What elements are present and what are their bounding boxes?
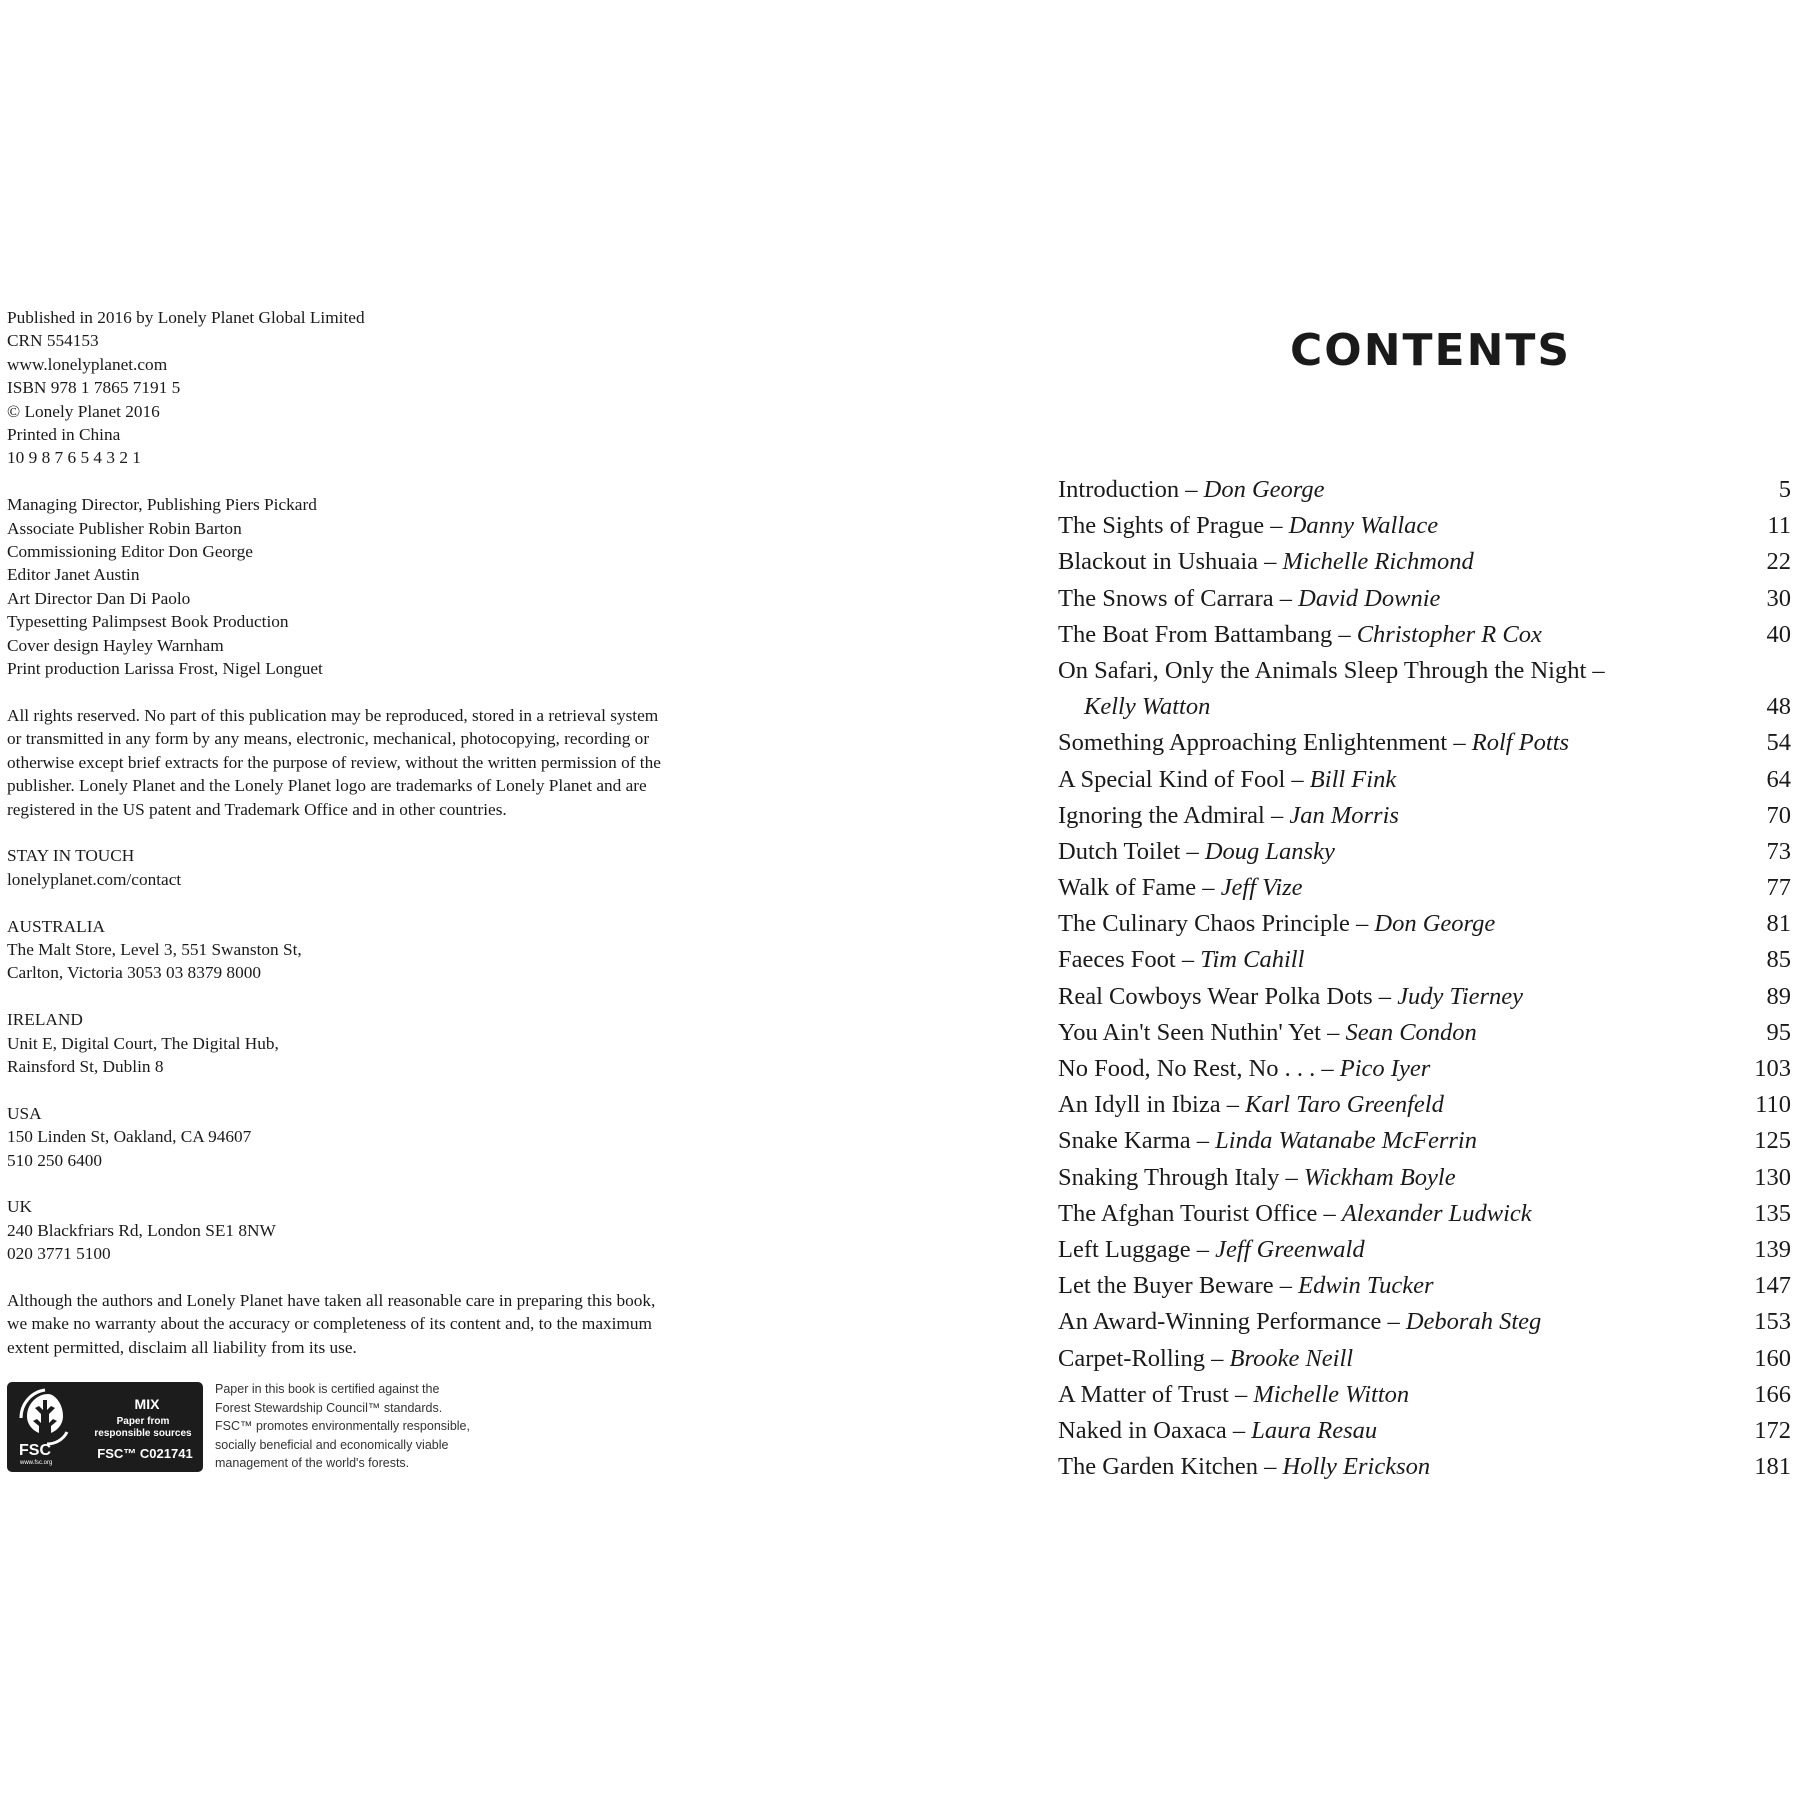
toc-title-group (1058, 725, 1569, 761)
fsc-license-code: FSC™ C021741 (97, 1446, 193, 1461)
toc-page-number: 77 (1766, 874, 1791, 902)
imprint-block (7, 1102, 767, 1172)
toc-page-number: 70 (1766, 801, 1791, 829)
toc-title: Something Approaching Enlightenment – (1058, 729, 1472, 757)
toc-author: Holly Erickson (1282, 1453, 1431, 1481)
toc-entry[interactable] (1058, 1196, 1791, 1232)
toc-title-group (1058, 508, 1438, 544)
toc-row (1058, 544, 1791, 580)
toc-title: Left Luggage – (1058, 1235, 1216, 1263)
fsc-wordmark: FSC (19, 1442, 51, 1459)
fsc-logo-badge (7, 1382, 203, 1472)
toc-row (1058, 834, 1791, 870)
toc-row (1058, 942, 1791, 978)
toc-row (1058, 1123, 1791, 1159)
toc-entry[interactable] (1058, 472, 1791, 508)
imprint-block (7, 844, 767, 891)
toc-title-group (1058, 1413, 1377, 1449)
toc-title: Ignoring the Admiral – (1058, 801, 1290, 829)
toc-author: Rolf Potts (1471, 729, 1570, 757)
toc-author: Edwin Tucker (1298, 1272, 1434, 1300)
toc-author: Jan Morris (1289, 801, 1399, 829)
toc-author: Sean Condon (1345, 1018, 1477, 1046)
toc-page-number: 160 (1754, 1344, 1791, 1372)
imprint-line: Unit E, Digital Court, The Digital Hub, (7, 1033, 279, 1053)
toc-entry[interactable] (1058, 762, 1791, 798)
imprint-line: UK (7, 1197, 32, 1217)
toc-title-group (1058, 798, 1399, 834)
toc-page-number: 103 (1754, 1055, 1791, 1082)
toc-entry[interactable] (1058, 870, 1791, 906)
toc-author: Laura Resau (1251, 1416, 1378, 1444)
toc-entry[interactable] (1058, 725, 1791, 761)
toc-page-number: 81 (1766, 910, 1791, 938)
imprint-line: Cover design Hayley Warnham (7, 635, 224, 655)
toc-entry[interactable] (1058, 906, 1791, 942)
toc-page-number: 130 (1754, 1163, 1791, 1191)
toc-page-number: 172 (1754, 1416, 1791, 1444)
toc-title-group (1058, 1051, 1430, 1087)
imprint-line: Printed in China (7, 425, 121, 445)
toc-title: An Idyll in Ibiza – (1058, 1091, 1246, 1119)
toc-row (1058, 1304, 1791, 1340)
fsc-paper-label (87, 1416, 199, 1440)
toc-entry[interactable] (1058, 1341, 1791, 1377)
toc-title-group (1058, 979, 1523, 1015)
imprint-line: STAY IN TOUCH (7, 846, 135, 866)
toc-title-group (1058, 942, 1304, 978)
toc-page-number: 5 (1778, 476, 1791, 503)
toc-author: Don George (1374, 910, 1496, 938)
toc-title-group (1058, 1160, 1456, 1196)
toc-page-number: 89 (1766, 982, 1791, 1010)
toc-title: Snake Karma – (1058, 1127, 1216, 1155)
toc-entry[interactable] (1058, 1377, 1791, 1413)
toc-page-number: 95 (1766, 1018, 1791, 1046)
toc-author: Jeff Greenwald (1215, 1235, 1365, 1263)
toc-row (1058, 1196, 1791, 1232)
toc-row (1058, 1051, 1791, 1087)
imprint-block (7, 1008, 767, 1078)
toc-author: David Downie (1298, 584, 1441, 612)
imprint-page (7, 306, 767, 1383)
toc-entry[interactable] (1058, 508, 1791, 544)
toc-author: Jeff Vize (1220, 874, 1303, 902)
toc-page-number: 64 (1766, 765, 1791, 793)
imprint-line: The Malt Store, Level 3, 551 Swanston St, (7, 939, 302, 959)
toc-row (1058, 1413, 1791, 1449)
toc-title-group (1058, 1449, 1430, 1485)
toc-entry[interactable] (1058, 653, 1791, 725)
imprint-block (7, 1195, 767, 1265)
imprint-block (7, 493, 767, 680)
imprint-line: publisher. Lonely Planet and the Lonely Planet logo are trademarks of Lonely Planet and are (7, 776, 647, 796)
imprint-line: 150 Linden St, Oakland, CA 94607 (7, 1127, 252, 1147)
imprint-line: All rights reserved. No part of this publication may be reproduced, stored in a retrieval system (7, 705, 659, 725)
toc-row (1058, 762, 1791, 798)
toc-title-group (1058, 1377, 1409, 1413)
toc-page-number: 73 (1766, 837, 1791, 865)
toc-row (1058, 1341, 1791, 1377)
toc-title-group (1058, 1196, 1532, 1232)
toc-row (1058, 870, 1791, 906)
toc-page-number: 22 (1766, 548, 1791, 576)
fsc-note-line: management of the world's forests. (215, 1456, 410, 1470)
contents-heading: CONTENTS (1290, 325, 1572, 376)
toc-page-number: 110 (1755, 1091, 1791, 1119)
imprint-line: Managing Director, Publishing Piers Pickard (7, 495, 317, 515)
toc-title: The Sights of Prague – (1058, 512, 1289, 540)
toc-title-group (1058, 1304, 1541, 1340)
toc-title: Introduction – (1058, 476, 1204, 503)
imprint-line: CRN 554153 (7, 331, 99, 351)
toc-author: Don George (1203, 476, 1325, 503)
toc-row (1058, 725, 1791, 761)
toc-title-group (1058, 1015, 1477, 1051)
fsc-paper-line: responsible sources (94, 1428, 192, 1439)
toc-author: Karl Taro Greenfeld (1245, 1091, 1444, 1119)
toc-title: Blackout in Ushuaia – (1058, 548, 1283, 576)
imprint-line: or transmitted in any form by any means, electronic, mechanical, photocopying, recording or (7, 729, 650, 749)
toc-page-number: 135 (1754, 1199, 1791, 1227)
toc-row (1058, 1232, 1791, 1268)
toc-page-number: 48 (1766, 693, 1791, 721)
toc-entry[interactable] (1058, 1304, 1791, 1340)
toc-title: Walk of Fame – (1058, 874, 1221, 902)
toc-title: Carpet-Rolling – (1058, 1344, 1230, 1372)
toc-entry[interactable] (1058, 1413, 1791, 1449)
toc-author: Michelle Witton (1253, 1380, 1410, 1408)
toc-entry[interactable] (1058, 1232, 1791, 1268)
toc-entry[interactable] (1058, 1123, 1791, 1159)
imprint-line: 10 9 8 7 6 5 4 3 2 1 (7, 448, 141, 468)
imprint-block (7, 915, 767, 985)
imprint-line: © Lonely Planet 2016 (7, 401, 160, 421)
toc-row (1058, 653, 1791, 689)
toc-page-number: 125 (1754, 1127, 1791, 1155)
toc-title: Real Cowboys Wear Polka Dots – (1058, 982, 1398, 1010)
toc-row (1058, 798, 1791, 834)
toc-author: Alexander Ludwick (1341, 1199, 1532, 1227)
imprint-line: 020 3771 5100 (7, 1244, 111, 1264)
imprint-line: Carlton, Victoria 3053 03 8379 8000 (7, 963, 261, 983)
fsc-note (215, 1380, 515, 1473)
imprint-line: Print production Larissa Frost, Nigel Longuet (7, 659, 323, 679)
toc-row (1058, 1087, 1791, 1123)
toc-row (1058, 906, 1791, 942)
imprint-line: registered in the US patent and Trademark Office and in other countries. (7, 799, 507, 819)
toc-title: Faeces Foot – (1058, 946, 1201, 974)
toc-row (1058, 1268, 1791, 1304)
toc-row (1058, 617, 1791, 653)
toc-title-group (1058, 1087, 1444, 1123)
toc-author: Kelly Watton (1084, 693, 1211, 721)
toc-row (1058, 1377, 1791, 1413)
toc-entry[interactable] (1058, 979, 1791, 1015)
toc-row (1058, 581, 1791, 617)
imprint-line: Rainsford St, Dublin 8 (7, 1056, 164, 1076)
toc-author: Doug Lansky (1204, 837, 1335, 865)
toc-entry[interactable] (1058, 617, 1791, 653)
toc-entry[interactable] (1058, 1268, 1791, 1304)
fsc-note-line: socially beneficial and economically viable (215, 1437, 449, 1452)
imprint-line: IRELAND (7, 1010, 83, 1030)
imprint-line: www.lonelyplanet.com (7, 354, 168, 374)
toc-page-number: 147 (1754, 1272, 1791, 1300)
fsc-note-line: Paper in this book is certified against the (215, 1382, 440, 1396)
toc-page-number: 30 (1766, 584, 1791, 612)
toc-entry[interactable] (1058, 1015, 1791, 1051)
toc-title-group (1058, 1232, 1365, 1268)
imprint-block (7, 704, 767, 821)
toc-entry[interactable] (1058, 1160, 1791, 1196)
toc-title: Snaking Through Italy – (1058, 1163, 1304, 1191)
toc-title: The Snows of Carrara – (1058, 584, 1299, 612)
toc-title-group (1058, 1268, 1434, 1304)
toc-title: The Boat From Battambang – (1058, 620, 1357, 648)
imprint-line: lonelyplanet.com/contact (7, 869, 182, 889)
toc-entry[interactable] (1058, 1449, 1791, 1485)
toc-title-group (1058, 617, 1542, 653)
imprint-line: Typesetting Palimpsest Book Production (7, 612, 289, 632)
toc-title: On Safari, Only the Animals Sleep Through the Night – (1058, 656, 1605, 684)
imprint-line: 510 250 6400 (7, 1150, 103, 1170)
toc-entry[interactable] (1058, 544, 1791, 580)
fsc-certification (7, 1382, 515, 1473)
toc-title-group (1058, 906, 1495, 942)
toc-author: Deborah Steg (1405, 1308, 1542, 1336)
toc-row (1058, 508, 1791, 544)
toc-row (1058, 1449, 1791, 1485)
toc-page-number: 40 (1766, 620, 1791, 648)
toc-entry[interactable] (1058, 798, 1791, 834)
toc-author: Christopher R Cox (1356, 620, 1542, 648)
imprint-blocks (7, 306, 767, 1359)
toc-title: Let the Buyer Beware – (1058, 1272, 1299, 1300)
toc-author: Judy Tierney (1397, 982, 1524, 1010)
toc-entry[interactable] (1058, 1051, 1791, 1087)
imprint-block (7, 1289, 767, 1359)
toc-page-number: 166 (1754, 1380, 1791, 1408)
toc-title-group (1058, 472, 1325, 508)
fsc-note-line: FSC™ promotes environmentally responsible, (215, 1419, 470, 1433)
toc-title: The Culinary Chaos Principle – (1058, 910, 1375, 938)
toc-entry[interactable] (1058, 834, 1791, 870)
toc-title-group (1058, 834, 1335, 870)
toc-page-number: 11 (1767, 512, 1791, 540)
fsc-mix-label: MIX (134, 1396, 160, 1412)
toc-row (1058, 689, 1791, 725)
fsc-note-line: Forest Stewardship Council™ standards. (215, 1400, 443, 1415)
toc-title: The Garden Kitchen – (1058, 1453, 1283, 1481)
imprint-block (7, 306, 767, 470)
imprint-line: USA (7, 1103, 42, 1123)
toc-author: Bill Fink (1309, 765, 1397, 793)
imprint-line: we make no warranty about the accuracy or completeness of its content and, to the maximum (7, 1314, 652, 1334)
toc-title: The Afghan Tourist Office – (1058, 1199, 1342, 1227)
toc-title-group (1058, 581, 1440, 617)
toc-title: A Matter of Trust – (1058, 1380, 1254, 1408)
toc-title: No Food, No Rest, No . . . – (1058, 1055, 1340, 1082)
toc-row (1058, 472, 1791, 508)
toc-title-group (1058, 1123, 1477, 1159)
table-of-contents (1058, 472, 1791, 1485)
toc-entry[interactable] (1058, 1087, 1791, 1123)
imprint-line: Published in 2016 by Lonely Planet Global Limited (7, 308, 365, 327)
imprint-line: otherwise except brief extracts for the purpose of review, without the written permission of the (7, 752, 661, 772)
toc-page-number: 153 (1754, 1308, 1791, 1336)
toc-author: Pico Iyer (1339, 1055, 1431, 1082)
toc-title: You Ain't Seen Nuthin' Yet – (1058, 1018, 1346, 1046)
toc-author: Danny Wallace (1288, 512, 1439, 540)
imprint-line: 240 Blackfriars Rd, London SE1 8NW (7, 1220, 276, 1240)
toc-author: Brooke Neill (1229, 1344, 1354, 1372)
imprint-line: Associate Publisher Robin Barton (7, 518, 242, 538)
imprint-line: Although the authors and Lonely Planet have taken all reasonable care in preparing this book, (7, 1290, 656, 1310)
toc-author: Michelle Richmond (1282, 548, 1474, 576)
imprint-line: extent permitted, disclaim all liability from its use. (7, 1337, 357, 1357)
toc-author: Tim Cahill (1200, 946, 1305, 974)
toc-author: Wickham Boyle (1303, 1163, 1456, 1191)
imprint-line: AUSTRALIA (7, 916, 105, 936)
imprint-line: Editor Janet Austin (7, 565, 140, 585)
toc-title-group (1058, 762, 1396, 798)
toc-page-number: 181 (1754, 1453, 1791, 1481)
toc-title: Naked in Oaxaca – (1058, 1416, 1252, 1444)
toc-title: An Award-Winning Performance – (1058, 1308, 1406, 1336)
toc-title-group (1058, 1341, 1353, 1377)
imprint-line: ISBN 978 1 7865 7191 5 (7, 378, 181, 398)
toc-page-number: 85 (1766, 946, 1791, 974)
toc-row (1058, 1015, 1791, 1051)
fsc-url: www.fsc.org (20, 1460, 53, 1466)
toc-row (1058, 1160, 1791, 1196)
toc-row (1058, 979, 1791, 1015)
toc-author: Linda Watanabe McFerrin (1215, 1127, 1477, 1155)
imprint-line: Art Director Dan Di Paolo (7, 588, 191, 608)
fsc-paper-line: Paper from (116, 1416, 170, 1427)
toc-page-number: 139 (1754, 1235, 1791, 1263)
toc-page-number: 54 (1766, 729, 1791, 757)
toc-entry[interactable] (1058, 581, 1791, 617)
imprint-line: Commissioning Editor Don George (7, 542, 253, 562)
toc-title: A Special Kind of Fool – (1058, 765, 1310, 793)
toc-title-group (1058, 870, 1303, 906)
toc-title-group (1058, 544, 1474, 580)
toc-title: Dutch Toilet – (1058, 837, 1205, 865)
toc-entry[interactable] (1058, 942, 1791, 978)
